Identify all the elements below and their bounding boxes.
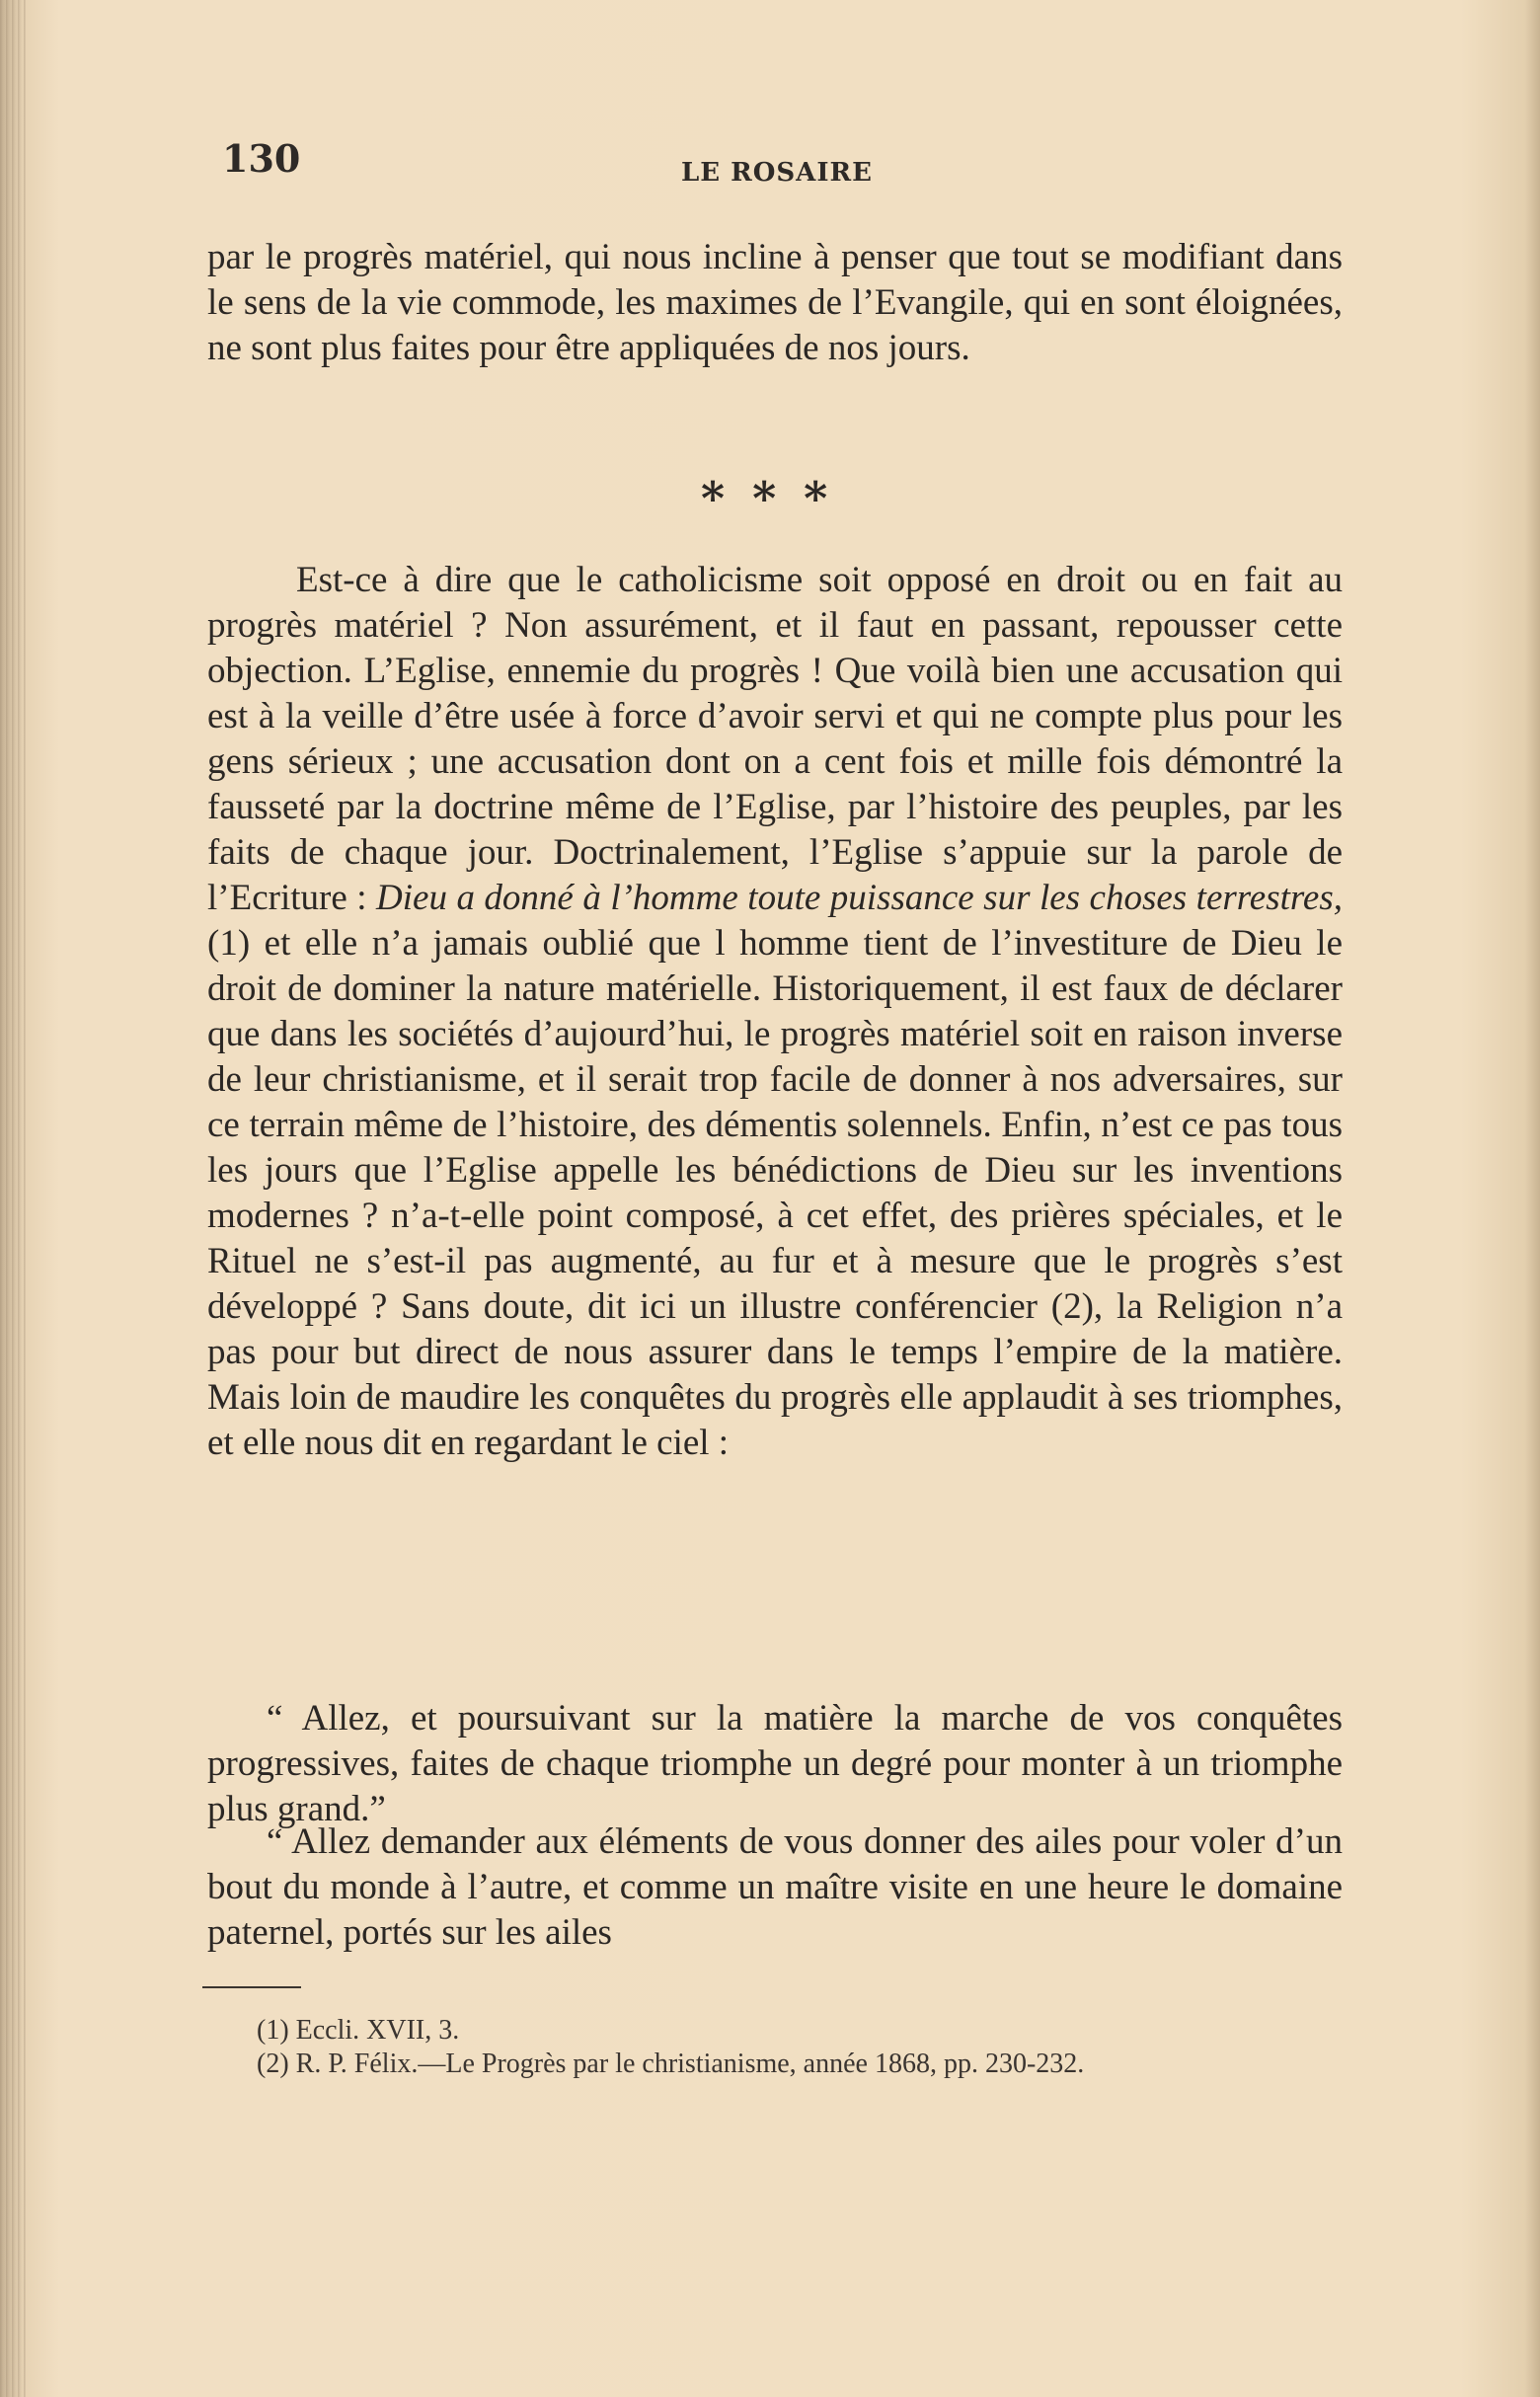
footnote-divider [202, 1986, 301, 1988]
main-paragraph-part1: Est-ce à dire que le catholicisme soit opposé en droit ou en fait au progrès matériel ? Non assurément, et il faut en passant, repousser cette objection. L’Eglise, ennemie du progrès ! Que voilà bien une accusation qui est à la veille d’être usée à force d’avoir servi et qui ne compte plus pour les gens sérieux ; une accusation dont on a cent fois et mille fois démontré la fausseté par la doctrine même de l’Eglise, par l’histoire des peuples, par les faits de chaque jour. Doctrinalement, l’Eglise s’appuie sur la parole de l’Ecriture : [207, 560, 1343, 918]
main-paragraph [207, 558, 1343, 1466]
quote-1-text: “ Allez, et poursuivant sur la matière la marche de vos conquêtes progressives, faites de chaque triomphe un degré pour monter à un triomphe plus grand.” [207, 1698, 1343, 1829]
page-number: 130 [222, 136, 301, 181]
footnote-1: (1) Eccli. XVII, 3. [257, 2015, 460, 2046]
page-header [222, 136, 1348, 195]
opening-paragraph [207, 235, 1343, 371]
quote-paragraph-1 [207, 1696, 1343, 1832]
footnote-2: (2) R. P. Félix.—Le Progrès par le christianisme, année 1868, pp. 230-232. [257, 2049, 1085, 2079]
opening-paragraph-text: par le progrès matériel, qui nous incline à penser que tout se modifiant dans le sens de la vie commode, les maximes de l’Evangile, qui en sont éloignées, ne sont plus faites pour être appliquées de nos jours. [207, 237, 1343, 368]
quote-paragraph-2 [207, 1819, 1343, 1956]
running-title: LE ROSAIRE [681, 158, 873, 188]
main-paragraph-part2: et elle n’a jamais oublié que l homme tient de l’investiture de Dieu le droit de dominer la nature matérielle. Historiquement, il est faux de déclarer que dans les sociétés d’aujourd’hui, le progrès matériel soit en raison inverse de leur christianisme, et il serait trop facile de donner à nos adversaires, sur ce terrain même de l’histoire, des démentis solennels. Enfin, n’est ce pas tous les jours que l’Eglise appelle les bénédictions de Dieu sur les inventions modernes ? n’a-t-elle point composé, à cet effet, des prières spéciales, et le Rituel ne s’est-il pas augmenté, au fur et à mesure que le progrès s’est développé ? Sans doute, dit ici un illustre conférencier (2), la Religion n’a pas pour but direct de nous assurer dans le temps l’empire de la matière. Mais loin de maudire les conquêtes du progrès elle applaudit à ses triomphes, et elle nous dit en regardant le ciel : [207, 923, 1343, 1463]
scripture-quote: Dieu a donné à l’homme toute puissance sur les choses terrestres, [376, 878, 1344, 918]
footnote-ref-1: (1) [207, 923, 251, 964]
page-spine-shadow [0, 0, 26, 2397]
section-break-asterisks: * * * [701, 472, 834, 525]
quote-2-text: “ Allez demander aux éléments de vous donner des ailes pour voler d’un bout du monde à l’autre, et comme un maître visite en une heure le domaine paternel, portés sur les ailes [207, 1821, 1343, 1953]
footnotes [197, 2014, 1352, 2081]
main-paragraph-text [207, 558, 1343, 1466]
